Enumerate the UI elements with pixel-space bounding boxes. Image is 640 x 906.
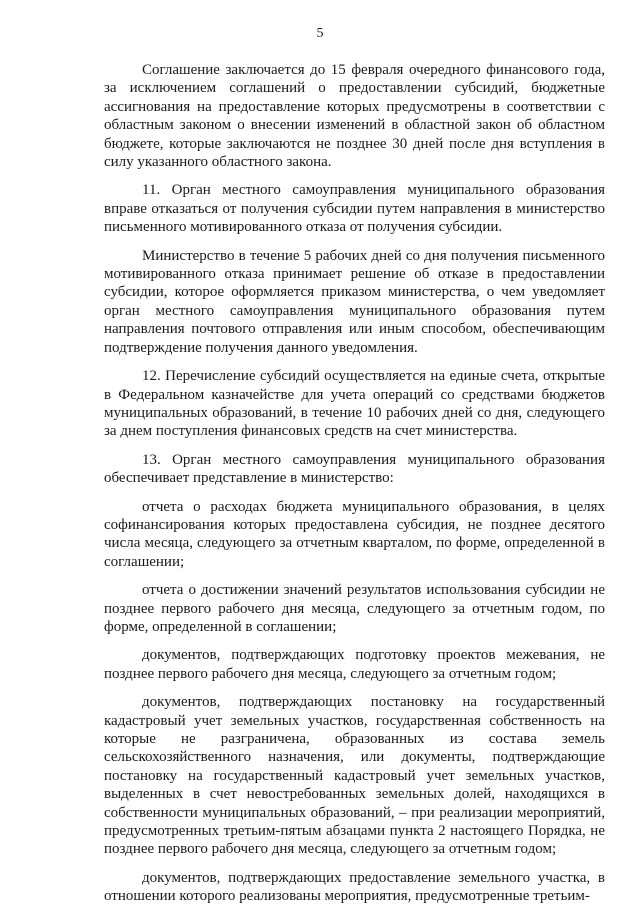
paragraph-ministry-decision: Министерство в течение 5 рабочих дней со дня получения письменного мотивированного отказа принимает решение об отказе в предоставлении субсидии, которое оформляется приказом министерства, о чем уведомляет орган местного самоуправления муниципального образования путем направления почтового отправления или иным способом, обеспечивающим подтверждение получения данного уведомления.: [104, 247, 605, 356]
paragraph-11-refusal: 11. Орган местного самоуправления муниципального образования вправе отказаться от получения субсидии путем направления в министерство письменного мотивированного отказа от получения субсидии.: [104, 182, 605, 236]
paragraph-land-plot-documents: документов, подтверждающих предоставление земельного участка, в отношении которого реализованы мероприятия, предусмотренные третьим-: [104, 869, 605, 905]
paragraph-12-transfer: 12. Перечисление субсидий осуществляется на единые счета, открытые в Федеральном казначействе для учета операций со средствами бюджетов муниципальных образований, в течение 10 рабочих дней со дня, следующего за днем поступления финансовых средств на счет министерства.: [104, 368, 605, 440]
paragraph-survey-documents: документов, подтверждающих подготовку проектов межевания, не позднее первого рабочего дня месяца, следующего за отчетным годом;: [104, 647, 605, 682]
paragraph-expense-report: отчета о расходах бюджета муниципального образования, в целях софинансирования которых предоставлена субсидия, не позднее десятого числа месяца, следующего за отчетным кварталом, по форме, определенной в соглашении;: [104, 498, 605, 570]
paragraph-agreement-deadline: Соглашение заключается до 15 февраля очередного финансового года, за исключением соглашений о предоставлении субсидий, бюджетные ассигнования на предоставление которых предусмотрены в соответствии с областным законом о внесении изменений в областной закон об областном бюджете, которые заключаются не позднее 30 дней после дня вступления в силу указанного областного закона.: [104, 62, 605, 171]
paragraph-results-report: отчета о достижении значений результатов использования субсидии не позднее первого рабочего дня месяца, следующего за отчетным годом, по форме, определенной в соглашении;: [104, 582, 605, 635]
paragraph-13-reporting: 13. Орган местного самоуправления муниципального образования обеспечивает представление в министерство:: [104, 451, 605, 487]
page-number: 5: [316, 26, 324, 41]
document-body: [104, 61, 605, 906]
paragraph-cadastral-documents: документов, подтверждающих постановку на государственный кадастровый учет земельных участков, государственная собственность на которые не разграничена, образованных из состава земель сельскохозяйственного назначения, или документы, подтверждающие постановку на государственный кадастровый учет земельных участков, выделенных в счет невостребованных земельных долей, находящихся в собственности муниципальных образований, – при реализации мероприятий, предусмотренных третьим-пятым абзацами пункта 2 настоящего Порядка, не позднее первого рабочего дня месяца, следующего за отчетным годом;: [104, 694, 605, 858]
